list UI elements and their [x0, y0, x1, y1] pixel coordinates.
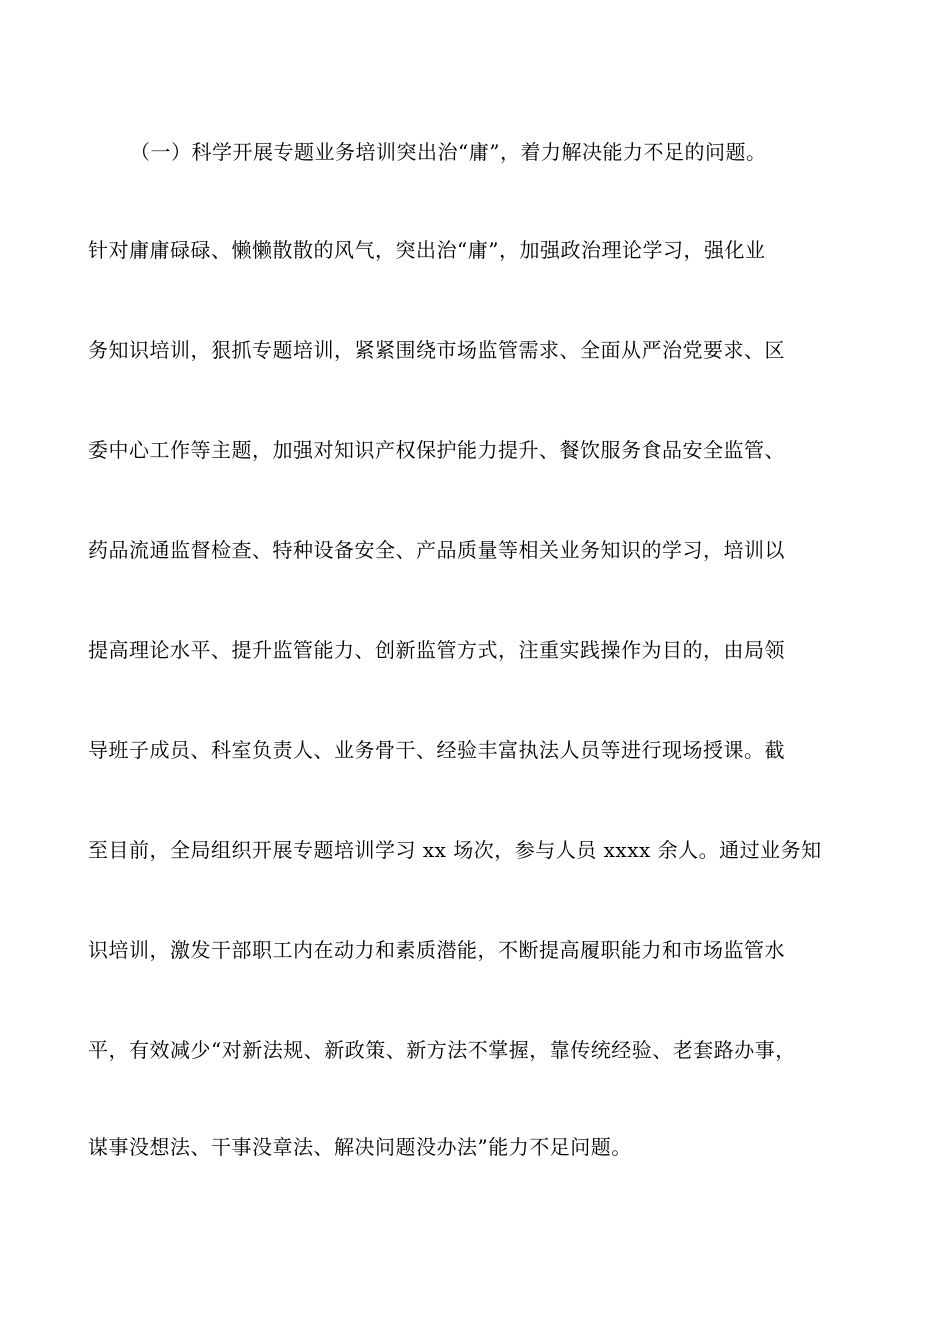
paragraph-line: 提高理论水平、提升监管能力、创新监管方式，注重实践操作为目的，由局领	[88, 638, 785, 662]
paragraph-line: 针对庸庸碌碌、懒懒散散的风气，突出治“庸”，加强政治理论学习，强化业	[88, 238, 766, 262]
paragraph-line: 谋事没想法、干事没章法、解决问题没办法”能力不足问题。	[88, 1135, 632, 1159]
paragraph-line: 导班子成员、科室负责人、业务骨干、经验丰富执法人员等进行现场授课。截	[88, 738, 785, 762]
section-heading-line: （一）科学开展专题业务培训突出治“庸”，着力解决能力不足的问题。	[130, 140, 767, 164]
paragraph-line: 委中心工作等主题，加强对知识产权保护能力提升、餐饮服务食品安全监管、	[88, 438, 785, 462]
paragraph-line: 平，有效减少“对新法规、新政策、新方法不掌握，靠传统经验、老套路办事，	[88, 1038, 796, 1062]
paragraph-line: 识培训，激发干部职工内在动力和素质潜能，不断提高履职能力和市场监管水	[88, 938, 785, 962]
paragraph-line: 至目前，全局组织开展专题培训学习 xx 场次，参与人员 xxxx 余人。通过业务知	[88, 838, 822, 862]
paragraph-line: 药品流通监督检查、特种设备安全、产品质量等相关业务知识的学习，培训以	[88, 538, 785, 562]
paragraph-line: 务知识培训，狠抓专题培训，紧紧围绕市场监管需求、全面从严治党要求、区	[88, 338, 785, 362]
